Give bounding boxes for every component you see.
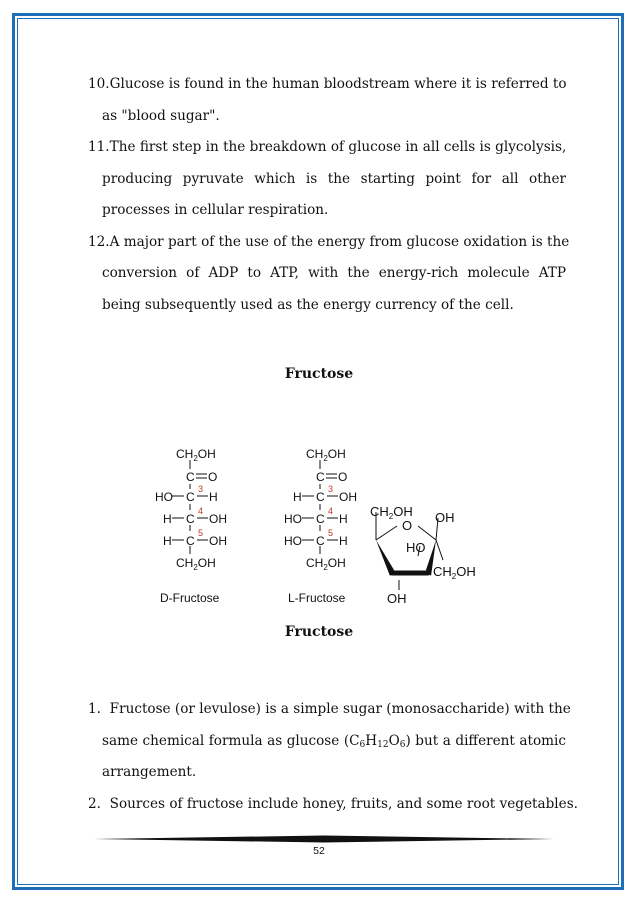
svg-text:C: C [186, 490, 195, 504]
svg-text:H: H [163, 512, 172, 526]
point-line [88, 227, 570, 259]
glucose-points-list [88, 69, 570, 321]
svg-text:H: H [293, 490, 302, 504]
fructose-structures-figure [140, 440, 520, 610]
svg-text:CH2OH: $CH_2OH$ [433, 564, 476, 581]
point-number: 12. [88, 233, 110, 250]
svg-text:4: 4 [328, 506, 334, 516]
point-text: Sources of fructose include honey, fruits, and some root vegetables. [109, 795, 579, 812]
svg-text:H: H [209, 490, 218, 504]
svg-text:O: O [338, 470, 348, 484]
point-text: A major part of the use of the energy from glucose oxidation is the [109, 233, 570, 250]
svg-text:CH2OH: $CH_2OH$ [370, 504, 413, 521]
svg-text:C: C [316, 490, 325, 504]
point-line: same chemical formula as glucose $(C_6H_{12}O_6)$ but a different atomic [102, 732, 566, 750]
svg-text:4: 4 [198, 506, 204, 516]
point-line: arrangement. [102, 764, 197, 780]
point-10 [88, 69, 566, 132]
svg-text:H: H [163, 534, 172, 548]
point-text: The first step in the breakdown of glucose in all cells is glycolysis, [109, 139, 567, 155]
point-text: Fructose (or levulose) is a simple sugar (monosaccharide) with the [109, 701, 571, 717]
point-line: being subsequently used as the energy currency of the cell. [102, 296, 514, 313]
footer-rule [94, 835, 554, 843]
point-11 [88, 132, 566, 227]
svg-text:O: O [208, 470, 218, 484]
point-12 [88, 227, 570, 322]
point-line: as "blood sugar". [102, 107, 220, 124]
point-number: 11. [88, 139, 110, 155]
point-number: 1. [88, 701, 101, 717]
svg-text:OH: OH [387, 591, 407, 606]
svg-text:H: H [339, 534, 348, 548]
svg-text:C: C [316, 534, 325, 548]
point-1 [88, 694, 571, 789]
page-number: 52 [313, 845, 325, 857]
svg-text:CH2OH: $CH_2OH$ [306, 556, 346, 572]
point-line: processes in cellular respiration. [102, 202, 329, 218]
svg-text:HO: HO [284, 534, 302, 548]
svg-text:HO: HO [284, 512, 302, 526]
section-heading: Fructose [284, 366, 354, 382]
svg-text:H: H [339, 512, 348, 526]
fructose-points-list [88, 694, 579, 820]
point-line [88, 132, 566, 164]
svg-text:HO: HO [406, 540, 426, 555]
point-line [88, 69, 566, 101]
svg-text:C: C [186, 470, 195, 484]
point-2 [88, 789, 579, 821]
svg-text:3: 3 [328, 484, 334, 494]
point-number: 10. [88, 76, 110, 92]
svg-text:OH: OH [435, 510, 455, 525]
svg-text:OH: OH [209, 534, 227, 548]
l-fructose-label: L-Fructose [288, 591, 346, 605]
d-fructose-label: D-Fructose [160, 591, 220, 605]
svg-text:3: 3 [198, 484, 204, 494]
svg-text:HO: HO [155, 490, 173, 504]
point-line: conversion of ADP to ATP, with the energy-rich molecule ATP [102, 265, 566, 281]
point-text: Glucose is found in the human bloodstream where it is referred to [109, 76, 567, 92]
svg-text:CH2OH: $CH_2OH$ [306, 447, 346, 463]
figure-caption: Fructose [284, 624, 354, 640]
svg-text:C: C [316, 512, 325, 526]
svg-text:C: C [186, 534, 195, 548]
svg-text:5: 5 [328, 528, 334, 538]
svg-text:CH2OH: $CH_2OH$ [176, 447, 216, 463]
svg-text:5: 5 [198, 528, 204, 538]
point-line: producing pyruvate which is the starting point for all other [102, 170, 566, 187]
svg-text:OH: OH [339, 490, 357, 504]
svg-text:O: O [402, 518, 413, 533]
svg-text:CH2OH: $CH_2OH$ [176, 556, 216, 572]
point-number: 2. [88, 795, 101, 812]
point-line [88, 694, 571, 726]
svg-text:C: C [316, 470, 325, 484]
svg-text:OH: OH [209, 512, 227, 526]
svg-text:C: C [186, 512, 195, 526]
point-line [88, 789, 579, 821]
